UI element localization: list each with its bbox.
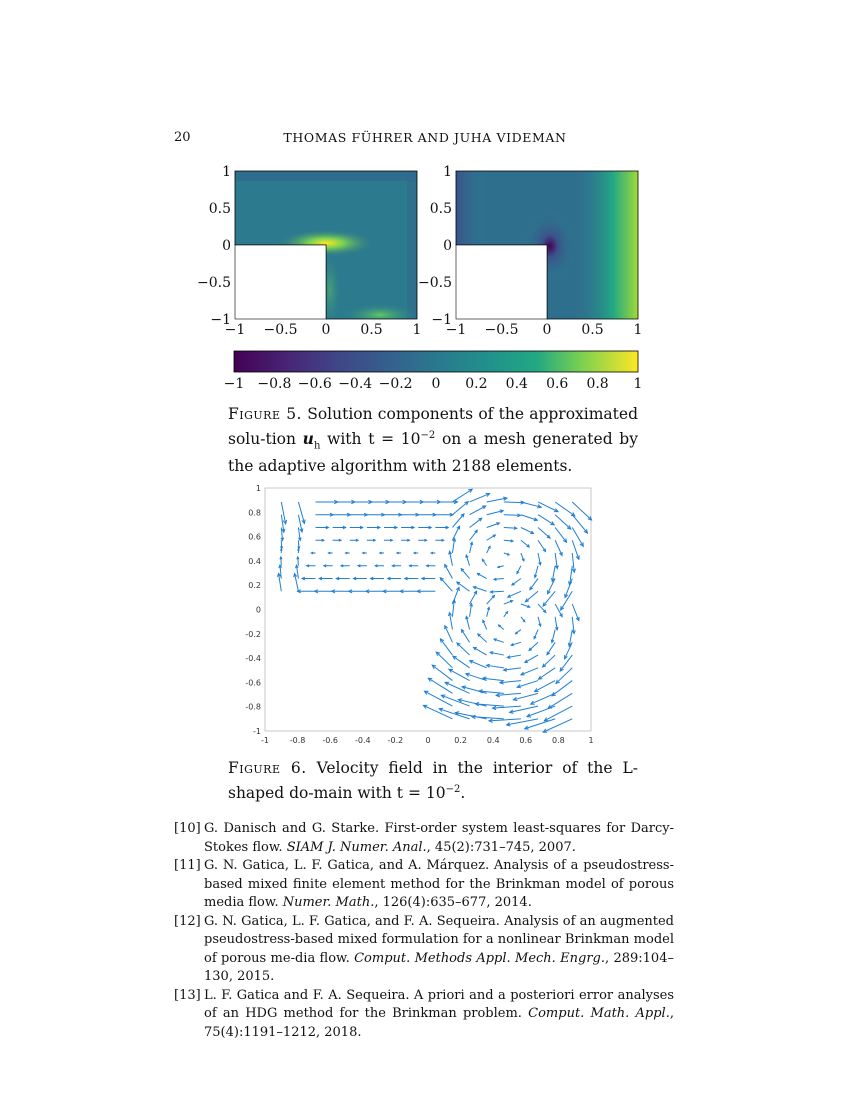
figure5-caption — [228, 404, 638, 477]
reference-authors: G. N. Gatica, L. F. Gatica, and F. A. Sequeira. Analysis of an augmented pseudostress-based mixed formulation for a nonlinear Brinkman model of porous me-dia flow. — [204, 913, 674, 966]
running-title: THOMAS FÜHRER AND JUHA VIDEMAN — [283, 130, 567, 145]
figure5-label: Figure 5. — [228, 405, 302, 423]
fig6-y-tick-label: 0.2 — [248, 581, 261, 591]
figure6-caption — [228, 758, 638, 804]
reference-item — [174, 987, 674, 1043]
reference-number: [11] — [174, 858, 201, 873]
fig6-y-tick-label: -1 — [253, 727, 261, 736]
fig5-x-tick-label: 0.5 — [360, 322, 383, 338]
fig6-y-tick-label: -0.4 — [245, 654, 261, 664]
fig6-x-tick-label: -1 — [261, 736, 269, 745]
fig6-y-tick-label: 0.6 — [248, 532, 261, 542]
fig6-x-tick-label: 1 — [588, 736, 594, 745]
reference-journal: Comput. Methods Appl. Mech. Engrg. — [354, 950, 605, 966]
fig6-x-tick-label: -0.2 — [387, 736, 404, 745]
fig5-x-tick-label: −1 — [224, 322, 246, 338]
fig6-x-tick-label: -0.4 — [354, 736, 371, 745]
fig5-colorbar-tick-label: −0.6 — [297, 376, 332, 392]
fig5-colorbar-tick-label: −1 — [223, 376, 245, 392]
reference-item — [174, 820, 674, 857]
reference-details: , 126(4):635–677, 2014. — [374, 895, 532, 910]
figure6-caption-a: Velocity field in the interior of the L-shaped do-main with t = 10 — [228, 759, 639, 803]
figure6-label: Figure 6. — [228, 759, 307, 777]
fig5-x-tick-label: 0 — [542, 322, 552, 338]
fig5-colorbar-tick-label: −0.4 — [338, 376, 373, 392]
fig5-colorbar-tick-label: 0.6 — [546, 376, 569, 392]
figure5-exp: −2 — [420, 430, 436, 441]
fig6-x-tick-label: 0.2 — [454, 736, 467, 745]
figure5-caption-a: Solution components of the approximated solu-tion — [228, 405, 638, 449]
fig6-x-tick-label: -0.8 — [289, 736, 306, 745]
reference-details: , 75(4):1191–1212, 2018. — [204, 1006, 674, 1040]
fig5-x-tick-label: 1 — [633, 322, 643, 338]
fig6-x-tick-label: 0.4 — [486, 736, 500, 745]
figure5-symbol: u — [302, 429, 314, 449]
fig5-y-tick-label: 1 — [222, 164, 231, 180]
fig5-x-tick-label: −0.5 — [484, 322, 519, 338]
fig5-x-tick-label: 0.5 — [581, 322, 604, 338]
fig5-colorbar-tick-label: 0.4 — [505, 376, 528, 392]
fig5-colorbar-tick-label: 0.2 — [465, 376, 488, 392]
reference-authors: G. N. Gatica, L. F. Gatica, and A. Márquez. Analysis of a pseudostress-based mixed finite element method for the Brinkman model of porous media flow. — [204, 858, 674, 910]
figure6-caption-b: . — [460, 784, 466, 803]
reference-authors: L. F. Gatica and F. A. Sequeira. A priori and a posteriori error analyses of an HDG method for the Brinkman problem. — [204, 987, 674, 1021]
fig6-x-tick-label: -0.6 — [322, 736, 339, 745]
fig5-y-tick-label: −1 — [431, 312, 452, 328]
fig5-colorbar-tick-label: −0.2 — [378, 376, 413, 392]
fig6-y-tick-label: 1 — [255, 484, 261, 493]
fig5-y-tick-label: 0 — [443, 238, 452, 254]
reference-item — [174, 913, 674, 987]
fig5-y-tick-label: 0.5 — [208, 201, 231, 217]
fig6-y-tick-label: 0.8 — [248, 508, 261, 518]
figure6-exp: −2 — [445, 784, 461, 795]
fig6-x-tick-label: 0.8 — [552, 736, 565, 745]
page-number: 20 — [174, 130, 191, 145]
fig5-x-tick-label: −1 — [445, 322, 467, 338]
fig5-y-tick-label: 1 — [443, 164, 452, 180]
velocity-arrow — [504, 515, 521, 516]
figure5-sub: h — [313, 440, 321, 452]
reference-journal: Comput. Math. Appl. — [528, 1006, 670, 1021]
fig5-colorbar-tick-label: 1 — [633, 376, 643, 392]
reference-authors: G. Danisch and G. Starke. First-order system least-squares for Darcy-Stokes flow. — [204, 821, 674, 855]
fig6-x-tick-label: 0.6 — [519, 736, 533, 745]
fig5-y-tick-label: −0.5 — [197, 275, 231, 291]
references-list — [174, 820, 674, 1042]
fig5-y-tick-label: 0.5 — [429, 201, 452, 217]
fig6-y-tick-label: -0.2 — [245, 629, 261, 639]
fig6-y-tick-label: -0.6 — [245, 678, 261, 688]
reference-number: [12] — [174, 913, 201, 929]
reference-number: [10] — [174, 821, 201, 836]
fig5-y-tick-label: −1 — [210, 312, 231, 328]
fig5-colorbar — [234, 351, 638, 372]
fig5-x-tick-label: 1 — [412, 322, 422, 338]
fig5-panel-right — [456, 171, 638, 319]
fig6-x-tick-label: 0 — [425, 736, 431, 745]
fig5-x-tick-label: 0 — [321, 322, 331, 338]
fig5-panel-left — [235, 171, 420, 330]
reference-number: [13] — [174, 987, 201, 1003]
figure5-caption-b: with t = 10 — [320, 430, 421, 449]
fig6-y-tick-label: -0.8 — [245, 702, 261, 712]
reference-journal: SIAM J. Numer. Anal. — [286, 839, 427, 855]
figure5-caption-c: on a mesh generated by the adaptive algorithm with 2188 elements. — [228, 430, 638, 476]
fig5-y-tick-label: −0.5 — [418, 275, 452, 291]
reference-item — [174, 857, 674, 913]
fig6-plot-frame — [265, 488, 591, 731]
fig5-colorbar-tick-label: 0.8 — [586, 376, 609, 392]
reference-details: , 289:104–130, 2015. — [204, 950, 674, 984]
reference-journal: Numer. Math. — [282, 895, 375, 910]
fig5-x-tick-label: −0.5 — [263, 322, 298, 338]
fig5-y-tick-label: 0 — [222, 238, 231, 254]
fig5-colorbar-tick-label: 0 — [431, 376, 441, 392]
fig5-colorbar-tick-label: −0.8 — [257, 376, 292, 392]
reference-details: , 45(2):731–745, 2007. — [426, 839, 576, 855]
fig6-y-tick-label: 0 — [255, 605, 261, 615]
fig6-y-tick-label: 0.4 — [248, 556, 261, 566]
